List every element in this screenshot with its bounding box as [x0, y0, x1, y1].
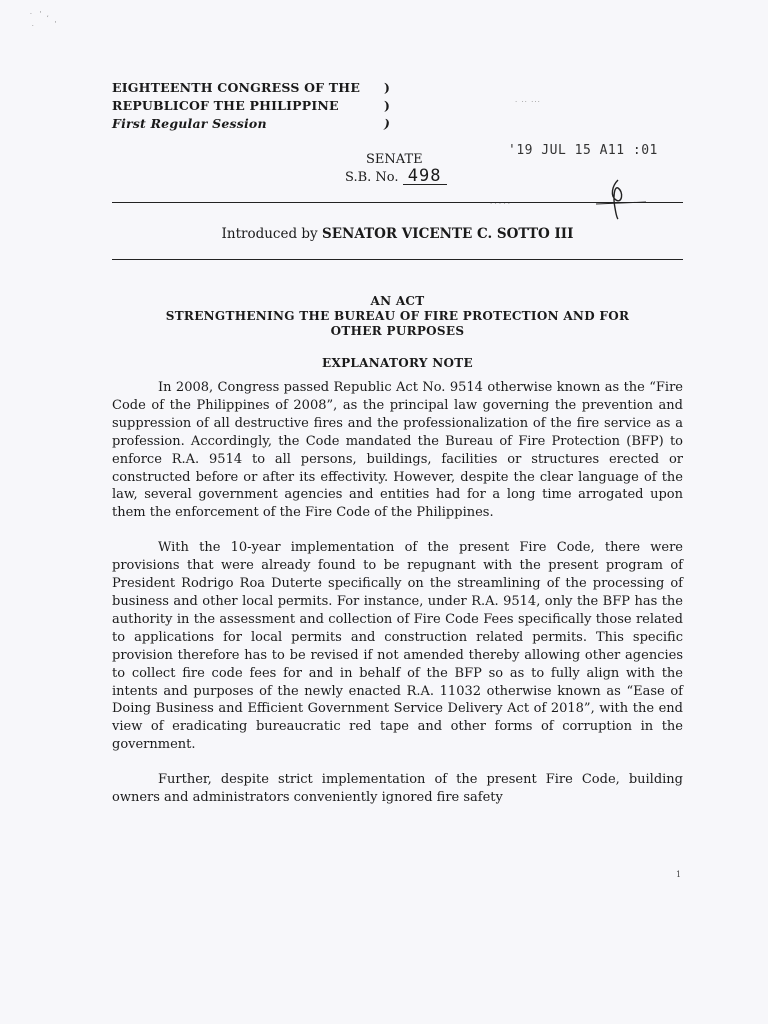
congress-header — [112, 80, 402, 134]
received-date-stamp: '19 JUL 15 A11 :01 — [508, 143, 658, 158]
bill-identifier — [345, 152, 447, 186]
title-line-3: OTHER PURPOSES — [330, 324, 465, 338]
explanatory-note-heading: EXPLANATORY NOTE — [322, 356, 473, 370]
signature-mark — [588, 178, 648, 220]
bottom-divider — [112, 259, 683, 260]
title-line-2: STRENGTHENING THE BUREAU OF FIRE PROTECTION AND FOR — [165, 309, 630, 323]
congress-text: EIGHTEENTH CONGRESS OF THE — [112, 80, 361, 95]
top-divider — [112, 202, 683, 203]
sponsor-name: SENATOR VICENTE C. SOTTO III — [321, 226, 574, 242]
paren-1: ) — [384, 80, 391, 95]
faint-received-mark: · · · · · — [490, 200, 511, 208]
page-number: 1 — [676, 870, 682, 879]
sb-label: S.B. No. — [345, 170, 399, 185]
paren-2: ) — [384, 98, 391, 113]
title-line-1: AN ACT — [370, 294, 425, 308]
republic-line — [112, 98, 402, 116]
introduced-by-line — [112, 226, 683, 242]
paragraph: Further, despite strict implementation of the present Fire Code, building owners and administrators conveniently ignored fire safety — [112, 772, 683, 806]
sb-line — [345, 168, 447, 186]
scan-specks: · ' , . ' — [30, 11, 57, 28]
explanatory-note-body — [112, 379, 683, 824]
session-text: First Regular Session — [112, 116, 267, 131]
paragraph: With the 10-year implementation of the present Fire Code, there were provisions that were already found to be repugnant with the present program of President Rodrigo Roa Duterte specifically on the streamlining of the processing of business and other local permits. For instance, under R.A. 9514, only the BFP has the authority in the assessment and collection of Fire Code Fees specifically those related to applications for local permits and construction related permits. This specific provision therefore has to be revised if not amended thereby allowing other agencies to collect fire code fees for and in behalf of the BFP so as to fully align with the intents and purposes of the newly enacted R.A. 11032 otherwise known as “Ease of Doing Business and Efficient Government Service Delivery Act of 2018”, with the end view of eradicating bureaucratic red tape and other forms of corruption in the government. — [112, 540, 683, 753]
introduced-prefix: Introduced by — [221, 226, 318, 242]
chamber-label: SENATE — [366, 152, 423, 167]
faint-stamp-mark: · ·· ··· — [515, 98, 541, 106]
bill-title — [112, 294, 683, 339]
congress-line — [112, 80, 402, 98]
session-line — [112, 116, 402, 134]
sb-number: 498 — [403, 168, 447, 185]
paragraph: In 2008, Congress passed Republic Act No. 9514 otherwise known as the “Fire Code of the Philippines of 2008”, as the principal law governing the prevention and suppression of all destructive fires and the professionalization of the fire service as a profession. Accordingly, the Code mandated the Bureau of Fire Protection (BFP) to enforce R.A. 9514 to all persons, buildings, facilities or structures erected or constructed before or after its effectivity. However, despite the clear language of the law, several government agencies and entities had for a long time arrogated upon them the enforcement of the Fire Code of the Philippines. — [112, 380, 683, 521]
republic-text: REPUBLICOF THE PHILIPPINE — [112, 98, 339, 113]
paren-3: ) — [384, 116, 391, 131]
